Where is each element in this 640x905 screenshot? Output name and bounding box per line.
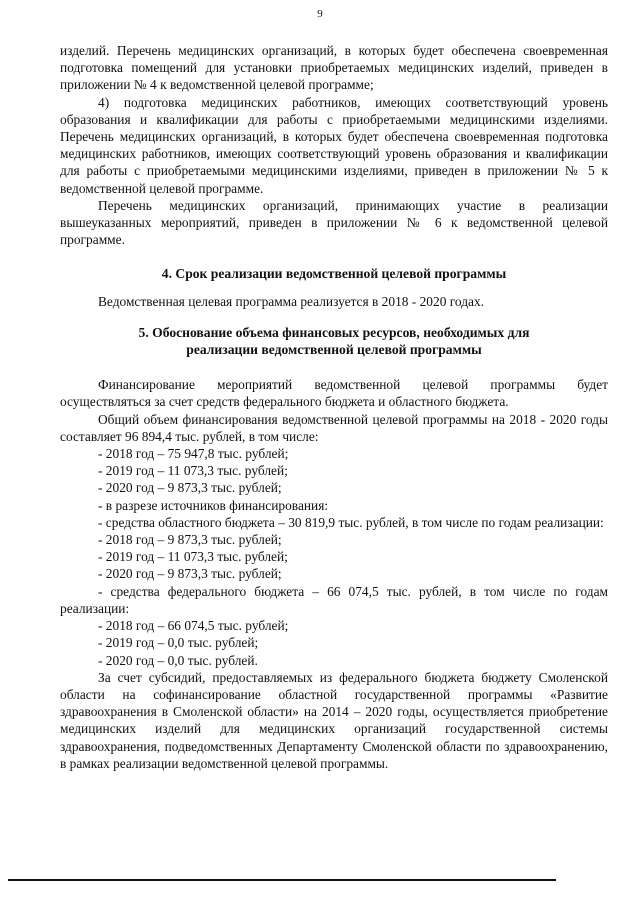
paragraph-federal: - средства федерального бюджета – 66 074,5 тыс. рублей, в том числе по годам реализации: [60, 583, 608, 616]
section-4-heading: 4. Срок реализации ведомственной целевой программы [161, 266, 507, 282]
paragraph: изделий. Перечень медицинских организаций, в которых будет обеспечена своевременная подготовка помещений для установки приобретаемых медицинских изделий, приведен в приложении № 4 к ведомственной целевой программе; [60, 43, 608, 93]
paragraph-regional: - средства областного бюджета – 30 819,9 тыс. рублей, в том числе по годам реализации: [98, 514, 604, 530]
list-item: - 2019 год – 0,0 тыс. рублей; [98, 635, 259, 651]
list-item: - 2020 год – 9 873,3 тыс. рублей; [98, 480, 282, 496]
list-item: - 2019 год – 11 073,3 тыс. рублей; [98, 463, 288, 479]
page-number: 9 [317, 8, 323, 20]
list-item: - 2018 год – 66 074,5 тыс. рублей; [98, 618, 289, 634]
paragraph: 4) подготовка медицинских работников, имеющих соответствующий уровень образования и квалификации для работы с приобретаемыми медицинскими изделиями. Перечень медицинских организаций, в которых будет обеспечена своевременная подготовка медицинских работников, имеющих соответствующий уровень образования и квалификации для работы с приобретаемыми медицинскими изделиями, приведен в приложении № 5 к ведомственной целевой программе. [60, 94, 608, 196]
paragraph-intro: Финансирование мероприятий ведомственной целевой программы будет осуществляться за счет средств федерального бюджета и областного бюджета. [60, 377, 608, 410]
section-5-heading-line2: реализации ведомственной целевой программы [186, 342, 482, 358]
list-item: - 2018 год – 9 873,3 тыс. рублей; [98, 532, 282, 548]
section-4-text: Ведомственная целевая программа реализуется в 2018 - 2020 годах. [98, 293, 485, 309]
section-5-heading [60, 324, 608, 358]
list-item: - 2018 год – 75 947,8 тыс. рублей; [98, 446, 289, 462]
list-item: - 2019 год – 11 073,3 тыс. рублей; [98, 549, 288, 565]
paragraph-closing: За счет субсидий, предоставляемых из федерального бюджета бюджету Смоленской области на софинансирование областной государственной программы «Развитие здравоохранения в Смоленской области» на 2014 – 2020 годы, осуществляется приобретение медицинских изделий для медицинских организаций государственной системы здравоохранения, подведомственных Департаменту Смоленской области по здравоохранению, в рамках реализации ведомственной целевой программы. [60, 669, 608, 771]
list-item: - 2020 год – 0,0 тыс. рублей. [98, 652, 258, 668]
bottom-divider [8, 879, 556, 881]
paragraph-total: Общий объем финансирования ведомственной целевой программы на 2018 - 2020 годы составляет 96 894,4 тыс. рублей, в том числе: [60, 411, 608, 444]
list-item: - в разрезе источников финансирования: [98, 497, 329, 513]
paragraph: Перечень медицинских организаций, принимающих участие в реализации вышеуказанных мероприятий, приведен в приложении № 6 к ведомственной целевой программе. [60, 197, 608, 248]
document-body [60, 42, 608, 772]
section-5-heading-line1: 5. Обоснование объема финансовых ресурсов, необходимых для [138, 324, 530, 340]
list-item: - 2020 год – 9 873,3 тыс. рублей; [98, 566, 282, 582]
